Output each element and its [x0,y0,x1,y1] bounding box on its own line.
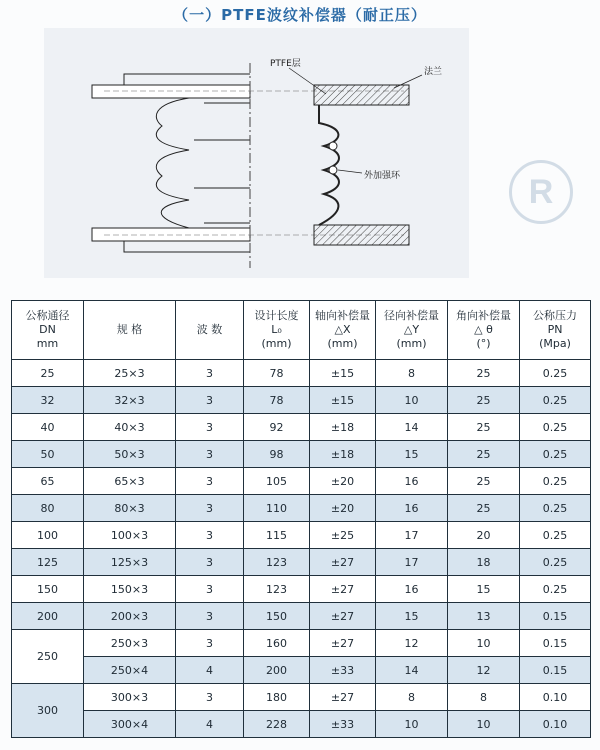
cell-radial: 15 [376,441,448,468]
cell-length: 98 [244,441,310,468]
cell-length: 110 [244,495,310,522]
cell-waves: 4 [176,657,244,684]
cell-radial: 16 [376,468,448,495]
cell-waves: 3 [176,387,244,414]
bellows-diagram [44,28,469,278]
table-row [12,468,591,495]
cell-length: 123 [244,549,310,576]
cell-pn: 0.15 [520,630,591,657]
cell-length: 123 [244,576,310,603]
col-header-pn: 公称压力 PN (Mpa) [520,301,591,360]
cell-spec: 250×3 [84,630,176,657]
cell-dn: 300 [12,684,84,738]
cell-dn: 25 [12,360,84,387]
cell-pn: 0.25 [520,360,591,387]
cell-angular: 8 [448,684,520,711]
table-row [12,711,591,738]
cell-length: 200 [244,657,310,684]
cell-length: 92 [244,414,310,441]
table-row [12,495,591,522]
cell-spec: 80×3 [84,495,176,522]
registered-mark-icon: R [509,160,573,224]
cell-axial: ±27 [310,576,376,603]
table-row [12,576,591,603]
cell-dn: 65 [12,468,84,495]
cell-radial: 17 [376,522,448,549]
cell-spec: 100×3 [84,522,176,549]
cell-pn: 0.25 [520,414,591,441]
cell-dn: 250 [12,630,84,684]
cell-pn: 0.25 [520,549,591,576]
col-header-radial: 径向补偿量 △Y (mm) [376,301,448,360]
ring-label: 外加强环 [364,171,401,181]
cell-spec: 65×3 [84,468,176,495]
cell-radial: 10 [376,387,448,414]
table-row [12,549,591,576]
cell-length: 160 [244,630,310,657]
cell-pn: 0.25 [520,576,591,603]
cell-pn: 0.25 [520,468,591,495]
cell-spec: 125×3 [84,549,176,576]
cell-radial: 15 [376,603,448,630]
col-header-axial: 轴向补偿量 △X (mm) [310,301,376,360]
cell-dn: 100 [12,522,84,549]
cell-waves: 3 [176,441,244,468]
cell-axial: ±20 [310,495,376,522]
table-row [12,657,591,684]
cell-spec: 50×3 [84,441,176,468]
spec-table [11,300,591,738]
cell-pn: 0.25 [520,522,591,549]
cell-spec: 300×4 [84,711,176,738]
cell-pn: 0.15 [520,657,591,684]
table-row [12,387,591,414]
cell-angular: 25 [448,468,520,495]
cell-axial: ±15 [310,387,376,414]
table-row [12,441,591,468]
cell-waves: 3 [176,495,244,522]
cell-dn: 150 [12,576,84,603]
ptfe-layer [319,105,339,225]
cell-radial: 16 [376,495,448,522]
cell-axial: ±33 [310,711,376,738]
cell-axial: ±33 [310,657,376,684]
cell-pn: 0.10 [520,684,591,711]
table-row [12,603,591,630]
cell-axial: ±27 [310,684,376,711]
cell-axial: ±15 [310,360,376,387]
cell-length: 78 [244,360,310,387]
cell-length: 150 [244,603,310,630]
cell-axial: ±25 [310,522,376,549]
cell-length: 78 [244,387,310,414]
cell-dn: 40 [12,414,84,441]
cell-waves: 3 [176,360,244,387]
cell-radial: 12 [376,630,448,657]
cell-axial: ±18 [310,414,376,441]
cell-waves: 3 [176,549,244,576]
cell-axial: ±18 [310,441,376,468]
cell-angular: 10 [448,630,520,657]
cell-angular: 25 [448,495,520,522]
col-header-waves: 波 数 [176,301,244,360]
cell-dn: 32 [12,387,84,414]
cell-spec: 40×3 [84,414,176,441]
cell-pn: 0.25 [520,387,591,414]
cell-dn: 50 [12,441,84,468]
cell-length: 180 [244,684,310,711]
cell-angular: 10 [448,711,520,738]
cell-radial: 8 [376,684,448,711]
col-header-angular: 角向补偿量 △ θ (°) [448,301,520,360]
cell-length: 115 [244,522,310,549]
cell-angular: 13 [448,603,520,630]
table-row [12,360,591,387]
table-row [12,630,591,657]
cell-waves: 3 [176,603,244,630]
cell-axial: ±20 [310,468,376,495]
cell-axial: ±27 [310,630,376,657]
cell-radial: 17 [376,549,448,576]
cell-spec: 32×3 [84,387,176,414]
cell-radial: 16 [376,576,448,603]
cell-angular: 25 [448,441,520,468]
table-row [12,522,591,549]
cell-spec: 150×3 [84,576,176,603]
cell-waves: 3 [176,630,244,657]
cell-waves: 4 [176,711,244,738]
cell-waves: 3 [176,468,244,495]
table-row [12,414,591,441]
cell-angular: 12 [448,657,520,684]
cell-angular: 20 [448,522,520,549]
table-row [12,684,591,711]
cell-length: 228 [244,711,310,738]
ptfe-layer-label: PTFE层 [270,59,301,69]
col-header-dn: 公称通径 DN mm [12,301,84,360]
table-header-row [12,301,591,360]
cell-length: 105 [244,468,310,495]
cell-angular: 25 [448,414,520,441]
page-title: （一）PTFE波纹补偿器（耐正压） [173,6,427,24]
cell-angular: 18 [448,549,520,576]
cell-dn: 80 [12,495,84,522]
cell-angular: 25 [448,360,520,387]
col-header-spec: 规 格 [84,301,176,360]
cell-angular: 15 [448,576,520,603]
cell-pn: 0.25 [520,495,591,522]
cell-waves: 3 [176,522,244,549]
cell-radial: 14 [376,414,448,441]
reinforcing-ring [329,166,337,174]
cell-radial: 14 [376,657,448,684]
cell-spec: 250×4 [84,657,176,684]
cell-spec: 200×3 [84,603,176,630]
cell-dn: 200 [12,603,84,630]
left-outline [92,74,250,252]
cell-angular: 25 [448,387,520,414]
cell-waves: 3 [176,576,244,603]
cell-axial: ±27 [310,603,376,630]
cell-spec: 25×3 [84,360,176,387]
cell-pn: 0.10 [520,711,591,738]
col-header-length: 设计长度 L₀ (mm) [244,301,310,360]
cell-radial: 10 [376,711,448,738]
cell-dn: 125 [12,549,84,576]
cell-axial: ±27 [310,549,376,576]
cell-waves: 3 [176,414,244,441]
flange-label: 法兰 [424,67,443,77]
cell-waves: 3 [176,684,244,711]
cell-pn: 0.15 [520,603,591,630]
cell-pn: 0.25 [520,441,591,468]
cell-spec: 300×3 [84,684,176,711]
flange-section [314,85,409,245]
cell-radial: 8 [376,360,448,387]
